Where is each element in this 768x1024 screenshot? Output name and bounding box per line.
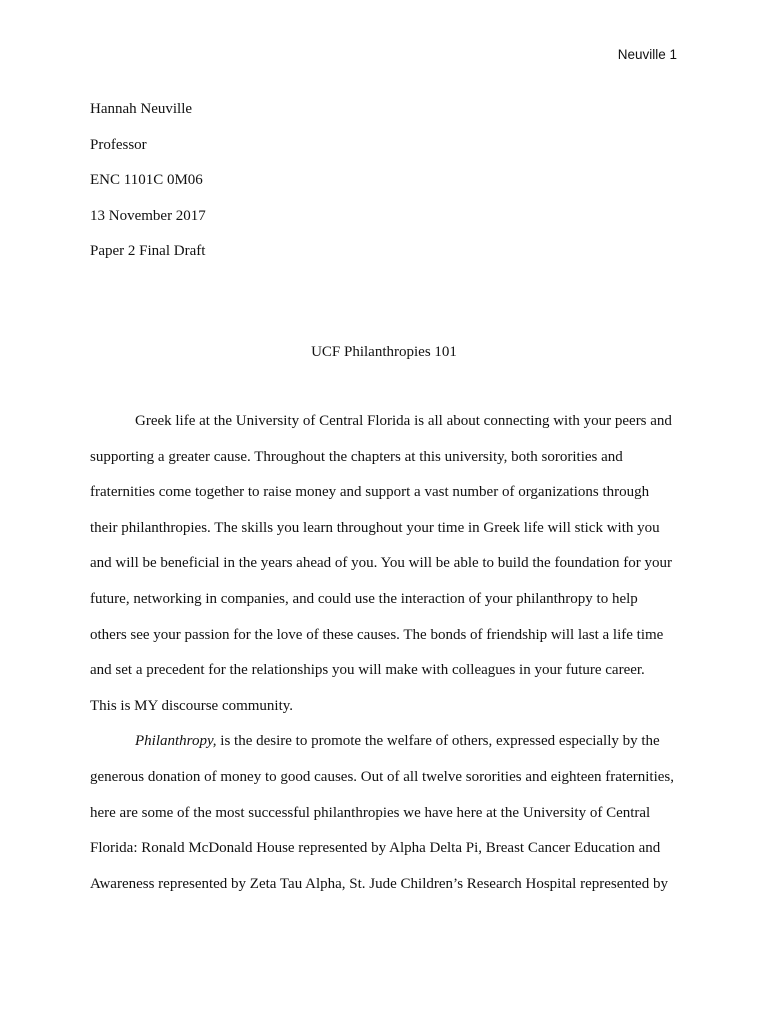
paragraph-first-line (90, 724, 680, 760)
paragraph-line: here are some of the most successful philanthropies we have here at the University of Central (90, 804, 651, 821)
paper-body (90, 404, 680, 902)
paragraph-line: supporting a greater cause. Throughout the chapters at this university, both sororities and (90, 448, 623, 465)
paragraph-line: generous donation of money to good causes. Out of all twelve sororities and eighteen fraternities, (90, 768, 675, 785)
paragraph-line: fraternities come together to raise money and support a vast number of organizations through (90, 484, 650, 501)
paragraph-line: Greek life at the University of Central Florida is all about connecting with your peers and (135, 413, 672, 429)
paragraph-line: Florida: Ronald McDonald House represented by Alpha Delta Pi, Breast Cancer Education and (90, 840, 661, 857)
instructor-name: Professor (90, 136, 147, 153)
paragraph-line: Awareness represented by Zeta Tau Alpha, St. Jude Children’s Research Hospital represented by (90, 875, 668, 892)
paragraph-line: their philanthropies. The skills you learn throughout your time in Greek life will stick with you (90, 519, 660, 536)
author-name: Hannah Neuville (90, 101, 193, 117)
first-line-text: is the desire to promote the welfare of others, expressed especially by the (216, 733, 660, 750)
running-header: Neuville 1 (617, 47, 677, 62)
paper-title: UCF Philanthropies 101 (311, 344, 457, 360)
paragraph-line: This is MY discourse community. (90, 697, 294, 714)
assignment-name: Paper 2 Final Draft (90, 243, 206, 260)
mla-heading (90, 92, 680, 270)
paragraph-line: and will be beneficial in the years ahead of you. You will be able to build the foundation for your (90, 555, 672, 572)
paragraph-2 (90, 724, 680, 902)
paragraph-line: others see your passion for the love of these causes. The bonds of friendship will last a life time (90, 626, 664, 643)
italic-term: Philanthropy, (135, 733, 217, 750)
paragraph-1 (90, 404, 680, 724)
paragraph-line: future, networking in companies, and could use the interaction of your philanthropy to help (90, 590, 638, 607)
course-code: ENC 1101C 0M06 (90, 172, 203, 189)
paragraph-line: and set a precedent for the relationships you will make with colleagues in your future career. (90, 662, 645, 679)
paper-date: 13 November 2017 (90, 207, 206, 224)
